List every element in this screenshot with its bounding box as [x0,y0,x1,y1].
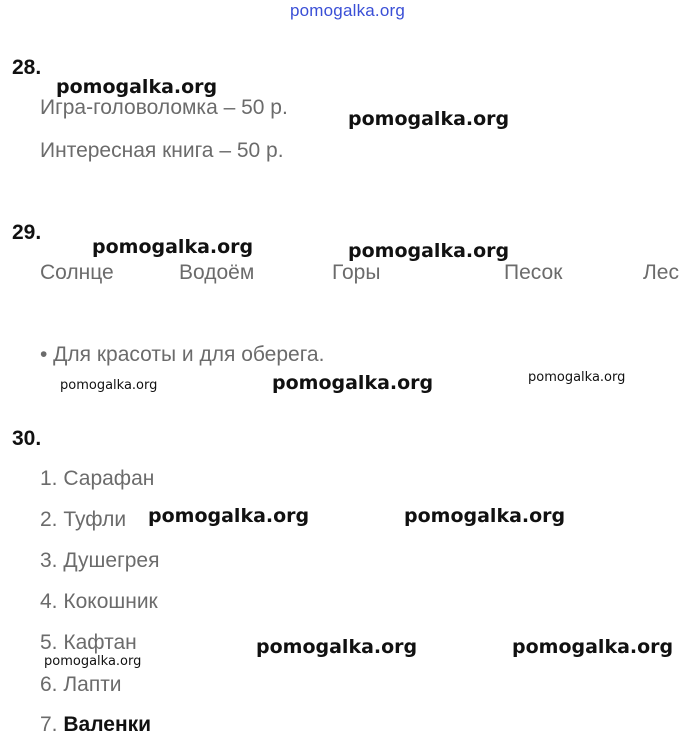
q30-item-6-text: Лапти [63,673,122,696]
q28-line-2: Интересная книга – 50 р. [40,139,284,162]
watermark: pomogalka.org [348,240,510,262]
watermark: pomogalka.org [512,636,674,658]
q29-word-1: Солнце [40,261,114,284]
q29-word-3: Горы [332,261,381,284]
q30-item-7 [40,713,151,737]
header-watermark: pomogalka.org [289,1,406,20]
q30-item-4-num: 4. [40,590,58,613]
q30-item-4 [40,590,158,614]
q30-item-1-num: 1. [40,467,58,490]
q30-item-6 [40,673,122,697]
q28-line-1: Игра-головоломка – 50 р. [40,96,288,119]
q30-item-4-text: Кокошник [63,590,158,613]
q29-word-5: Лес [643,261,679,284]
watermark: pomogalka.org [148,505,310,527]
q29-word-4: Песок [504,261,563,284]
q30-item-3-text: Душегрея [63,549,160,572]
q30-item-2-num: 2. [40,508,58,531]
q30-item-3 [40,549,159,573]
q30-item-2-text: Туфли [63,508,127,531]
q30-item-5-text: Кафтан [63,631,137,654]
watermark: pomogalka.org [256,636,418,658]
watermark: pomogalka.org [528,370,626,385]
watermark: pomogalka.org [272,372,434,394]
question-30-number: 30. [12,427,42,450]
q30-item-7-text: Валенки [63,713,152,736]
watermark: pomogalka.org [404,505,566,527]
q30-item-5 [40,631,137,655]
question-28-number: 28. [12,56,42,79]
q30-item-3-num: 3. [40,549,58,572]
q29-word-2: Водоём [179,261,255,284]
q30-item-7-num: 7. [40,713,58,736]
watermark: pomogalka.org [44,654,142,669]
q30-item-5-num: 5. [40,631,58,654]
watermark: pomogalka.org [348,108,510,130]
q30-item-1-text: Сарафан [63,467,155,490]
watermark: pomogalka.org [92,236,254,258]
q30-item-2 [40,508,126,532]
question-29-number: 29. [12,221,42,244]
q30-item-1 [40,467,154,491]
watermark: pomogalka.org [60,378,158,393]
q30-item-6-num: 6. [40,673,58,696]
q29-bullet: • Для красоты и для оберега. [40,343,325,366]
watermark: pomogalka.org [56,76,218,98]
